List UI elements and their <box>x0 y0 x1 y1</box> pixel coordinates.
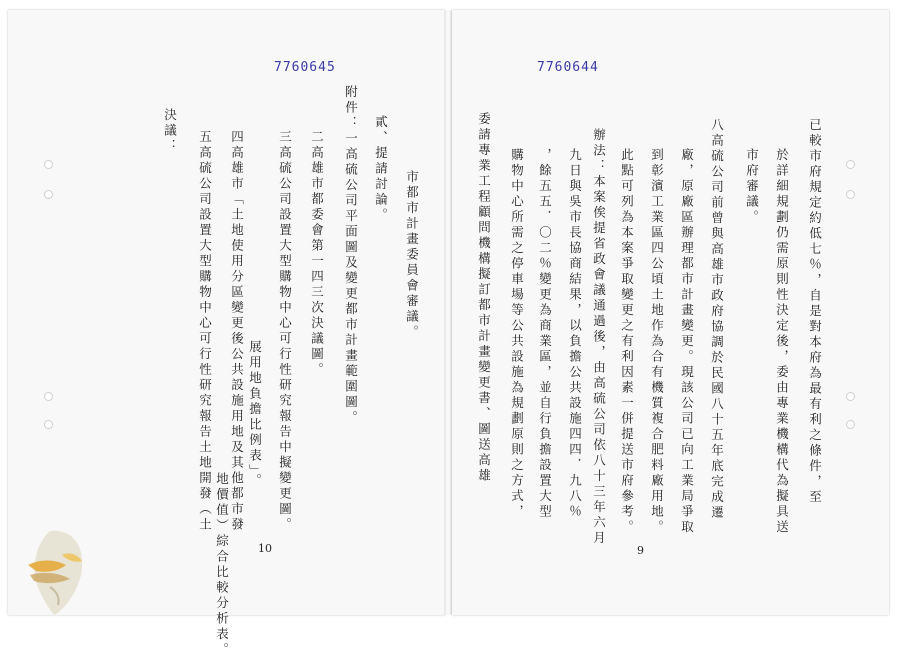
text-column: 辦法：本案俟提省政會議通過後，由高硫公司依八十三年六月 <box>591 128 607 547</box>
text-column: 三高硫公司設置大型購物中心可行性研究報告中擬變更圖。 <box>277 130 293 533</box>
text-column: 廠，原廠區辦理都市計畫變更。現該公司已向工業局爭取 <box>679 148 695 536</box>
text-column: 五高硫公司設置大型購物中心可行性研究報告土地開發（土 <box>197 130 213 533</box>
text-column: ，餘五五．〇二％變更為商業區，並自行負擔設置大型 <box>537 148 553 520</box>
text-column: 市都市計畫委員會審議。 <box>404 170 420 341</box>
text-column: 已較市府規定約低七％，自是對本府為最有利之條件，至 <box>807 118 823 506</box>
binding-hole <box>846 392 855 401</box>
taiwan-archive-seal-icon <box>10 525 100 617</box>
book-gutter <box>444 10 452 615</box>
binding-hole <box>44 420 53 429</box>
binding-hole <box>846 190 855 199</box>
text-column: 貳、提請討論。 <box>373 115 389 224</box>
binding-hole <box>44 190 53 199</box>
page-number: 10 <box>258 542 272 555</box>
text-column: 決議： <box>162 108 178 155</box>
binding-hole <box>44 160 53 169</box>
text-column: 市府審議。 <box>744 148 760 226</box>
archive-stamp-number: 7760645 <box>274 60 336 75</box>
text-column: 四高雄市「土地使用分區變更後公共設施用地及其他都市發 <box>229 130 245 533</box>
binding-hole <box>846 420 855 429</box>
right-page <box>452 10 889 615</box>
text-column: 二高雄市都委會第一四三次決議圖。 <box>309 130 325 378</box>
text-column: 附件：一高硫公司平面圖及變更都市計畫範圍圖。 <box>343 85 359 426</box>
text-column: 委請專業工程顧問機構擬訂都市計畫變更書、圖送高雄 <box>476 112 492 484</box>
text-column: 到彰濱工業區四公頃土地作為合有機質複合肥料廠用地。 <box>649 148 665 536</box>
page-number: 9 <box>637 544 644 557</box>
text-column: 地價值）綜合比較分析表。 <box>214 472 230 658</box>
text-column: 展用地負擔比例表」。 <box>247 340 263 489</box>
binding-hole <box>846 160 855 169</box>
text-column: 於詳細規劃仍需原則性決定後，委由專業機構代為擬具送 <box>774 148 790 536</box>
binding-hole <box>44 392 53 401</box>
text-column: 此點可列為本案爭取變更之有利因素一併提送市府參考。 <box>619 148 635 536</box>
text-column: 九日與吳市長協商結果，以負擔公共設施四四．九八％ <box>567 148 583 520</box>
text-column: 八高硫公司前曾與高雄市政府協調於民國八十五年底完成遷 <box>709 118 725 521</box>
archive-stamp-number: 7760644 <box>537 60 599 75</box>
text-column: 購物中心所需之停車場等公共設施為規劃原則之方式， <box>509 148 525 520</box>
